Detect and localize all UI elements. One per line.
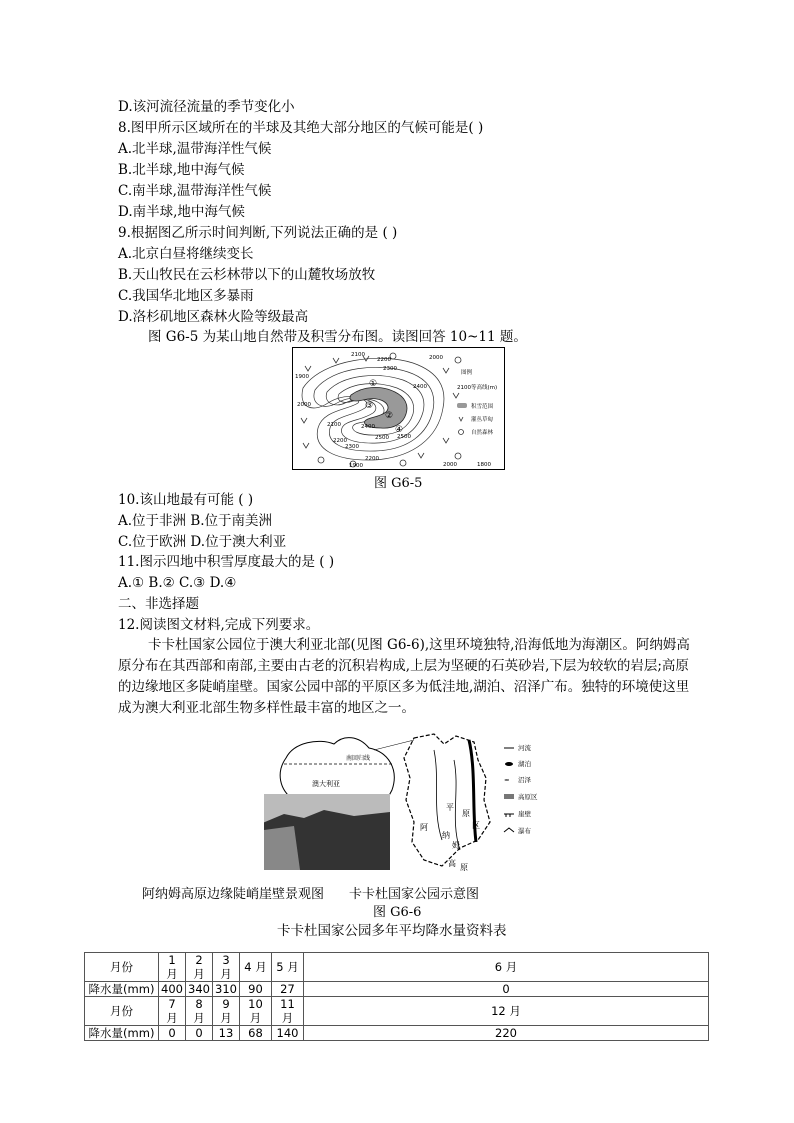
figure-g6-6-right-caption: 卡卡杜国家公园示意图 (349, 887, 480, 902)
tropic-label: 南回归线 (346, 755, 371, 762)
svg-text:阿: 阿 (420, 823, 428, 832)
park-outline (404, 734, 490, 866)
svg-text:2300: 2300 (383, 366, 397, 372)
q7-option-d: D.该河流径流量的季节变化小 (118, 99, 295, 115)
q10-options-ab: A.位于非洲 B.位于南美洲 (118, 513, 273, 529)
svg-text:1800: 1800 (477, 462, 491, 468)
q9-option-d: D.洛杉矶地区森林火险等级最高 (118, 309, 309, 325)
svg-text:2200: 2200 (333, 438, 347, 444)
legend-cliff: 崖壁 (518, 810, 531, 818)
q11-options: A.① B.② C.③ D.④ (118, 575, 237, 591)
q9-stem: 9.根据图乙所示时间判断,下列说法正确的是 ( ) (118, 225, 398, 241)
legend-waterfall: 瀑布 (518, 827, 531, 835)
q10-11-intro: 图 G6-5 为某山地自然带及积雪分布图。读图回答 10~11 题。 (148, 329, 527, 345)
legend-title: 图例 (461, 370, 473, 376)
legend-contour: 2100等高线(m) (457, 385, 498, 391)
q8-option-d: D.南半球,地中海气候 (118, 204, 245, 220)
q12-material: 卡卡杜国家公园位于澳大利亚北部(见图 G6-6),这里环境独特,沿海低地为海潮区。阿纳姆高原分布在其西部和南部,主要由古老的沉积岩构成,上层为坚硬的石英砂岩,下层为较软的岩层;高原的边缘地区多陡峭崖壁。国家公园中部的平原区多为低洼地,湖泊、沼泽广布。独特的环境使这里成为澳大利亚北部生物多样性最丰富的地区之一。 (118, 637, 690, 716)
table-row: 月份 1 月 2 月 3 月 4 月 5 月 6 月 (85, 953, 709, 982)
svg-text:原: 原 (460, 863, 468, 872)
rainfall-table (84, 952, 709, 1041)
q8-stem: 8.图甲所示区域所在的半球及其绝大部分地区的气候可能是( ) (118, 120, 484, 136)
figure-g6-6-caption: 图 G6-6 (373, 905, 422, 920)
q8-option-a: A.北半球,温带海洋性气候 (118, 141, 272, 157)
legend-lake: 湖泊 (518, 760, 531, 768)
svg-text:平: 平 (446, 803, 454, 812)
q8-option-b: B.北半球,地中海气候 (118, 162, 245, 178)
point-1: ① (368, 379, 378, 389)
q12-stem: 12.阅读图文材料,完成下列要求。 (118, 617, 320, 633)
svg-text:2200: 2200 (365, 456, 379, 462)
figure-g6-5-caption: 图 G6-5 (374, 476, 423, 491)
q10-options-cd: C.位于欧洲 D.位于澳大利亚 (118, 534, 287, 550)
svg-text:2000: 2000 (443, 462, 457, 468)
svg-text:2500: 2500 (397, 434, 411, 440)
svg-text:2400: 2400 (413, 384, 427, 390)
legend-shrub: 灌丛草甸 (471, 417, 494, 423)
australia-label: 澳大利亚 (312, 780, 340, 788)
point-2: ② (384, 411, 394, 421)
figure-g6-6 (264, 730, 704, 880)
svg-text:区: 区 (472, 821, 480, 830)
svg-text:1900: 1900 (295, 374, 309, 380)
svg-text:姆: 姆 (452, 841, 460, 850)
q9-option-c: C.我国华北地区多暴雨 (118, 288, 254, 304)
point-3: ③ (364, 401, 374, 411)
legend-forest: 自然森林 (471, 430, 494, 436)
svg-text:2200: 2200 (377, 357, 391, 363)
q9-option-a: A.北京白昼将继续变长 (118, 246, 254, 262)
svg-text:2000: 2000 (297, 402, 311, 408)
q9-option-b: B.天山牧民在云杉林带以下的山麓牧场放牧 (118, 267, 376, 283)
q11-stem: 11.图示四地中积雪厚度最大的是 ( ) (118, 554, 335, 570)
section-non-choice: 二、非选择题 (118, 596, 199, 612)
svg-text:原: 原 (462, 809, 470, 818)
legend-plateau: 高原区 (518, 793, 538, 801)
table-row: 降水量(mm) 0 0 13 68 140 220 (85, 1026, 709, 1041)
q8-option-c: C.南半球,温带海洋性气候 (118, 183, 272, 199)
figure-g6-6-left-caption: 阿纳姆高原边缘陡峭崖壁景观图 (142, 887, 325, 902)
svg-text:纳: 纳 (442, 831, 450, 840)
svg-text:高: 高 (448, 859, 456, 868)
svg-text:2100: 2100 (327, 422, 341, 428)
legend-river: 河流 (518, 744, 531, 752)
svg-text:1900: 1900 (349, 463, 363, 469)
point-4: ④ (394, 425, 404, 435)
legend-swamp: 沼泽 (518, 776, 531, 784)
q10-stem: 10.该山地最有可能 ( ) (118, 492, 254, 508)
contour-map (293, 348, 504, 469)
svg-text:2500: 2500 (375, 435, 389, 441)
svg-text:2400: 2400 (361, 424, 375, 430)
legend-snow: 积雪范围 (471, 404, 494, 410)
table-title: 卡卡杜国家公园多年平均降水量资料表 (277, 923, 507, 939)
table-row: 月份 7 月 8 月 9 月 10 月 11 月 12 月 (85, 997, 709, 1026)
figure-g6-5 (292, 347, 505, 470)
svg-text:2300: 2300 (345, 444, 359, 450)
svg-text:≈: ≈ (504, 776, 510, 784)
svg-text:2100: 2100 (351, 352, 365, 358)
svg-text:2000: 2000 (429, 355, 443, 361)
table-row: 降水量(mm) 400 340 310 90 27 0 (85, 982, 709, 997)
